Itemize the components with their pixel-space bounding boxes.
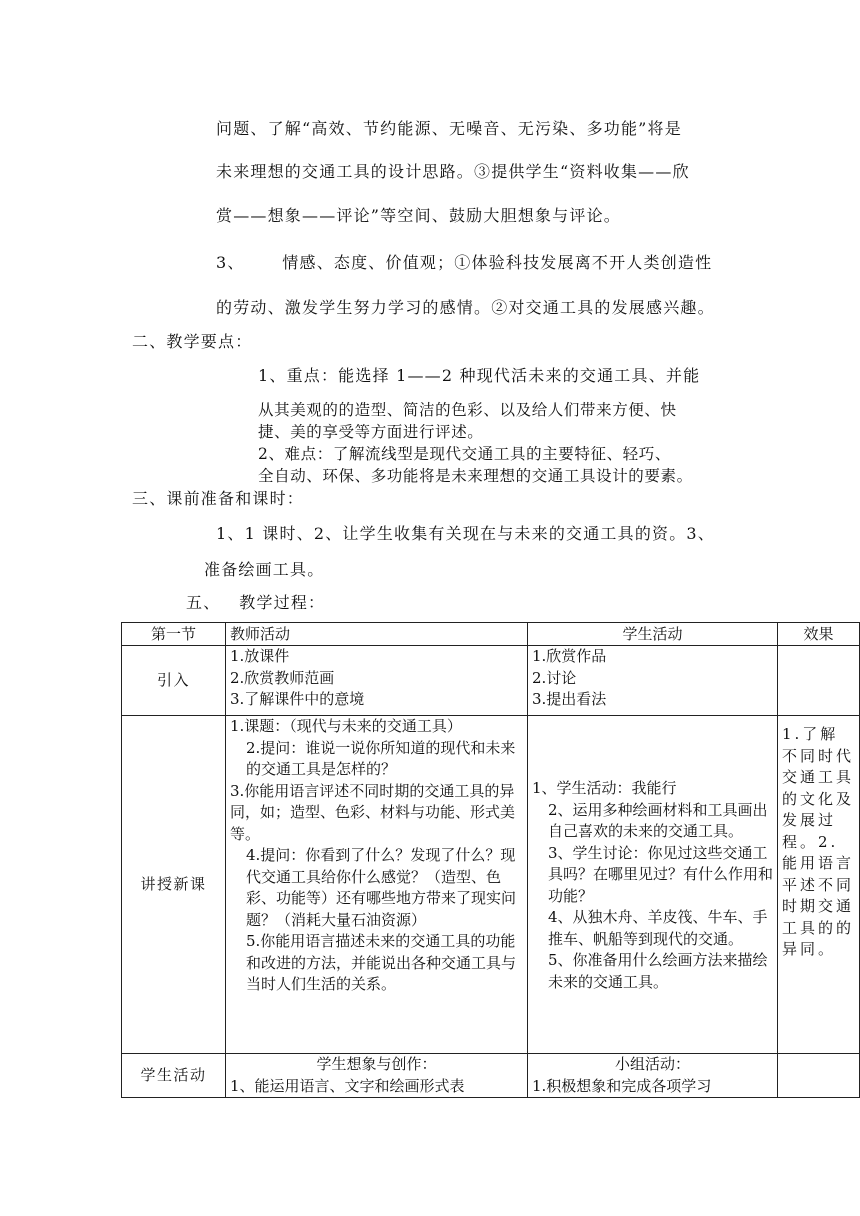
list-item: 小组活动： [614,1055,690,1073]
paragraph-line: 赏——想象——评论”等空间、鼓励大胆想象与评论。 [216,206,621,225]
table-header-row [122,623,860,646]
paragraph-line: 全自动、环保、多功能将是未来理想的交通工具设计的要素。 [258,467,693,485]
paragraph-line: 1、1 课时、2、让学生收集有关现在与未来的交通工具的资。3、 [216,524,716,543]
list-item: 3.你能用语言评述不同时期的交通工具的异同，如；造型、色彩、材料与功能、形式美等。 [230,781,516,843]
list-item: 3.了解课件中的意境 [230,690,365,708]
header-cell: 学生活动 [528,623,778,646]
section-heading: 二、教学要点： [132,332,253,351]
header-cell: 第一节 [122,623,226,646]
paragraph-line: 问题、了解“高效、节约能源、无噪音、无污染、多功能”将是 [216,119,682,138]
paragraph-line: 的劳动、激发学生努力学习的感情。②对交通工具的发展感兴趣。 [216,298,715,317]
section-cell: 学生活动 [122,1054,226,1098]
section-heading: 三、课前准备和课时： [132,489,305,508]
table-row [122,1054,860,1098]
list-item: 2.提问：谁说一说你所知道的现代和未来的交通工具是怎样的？ [246,738,516,778]
student-activity-cell [528,646,778,716]
list-item: 学生想象与创作： [316,1055,437,1073]
section-cell: 讲授新课 [122,716,226,1054]
paragraph-line: 准备绘画工具。 [204,560,325,579]
lesson-process-table [121,622,860,1098]
list-item: 1、能运用语言、文字和绘画形式表 [230,1076,465,1095]
student-activity-cell [528,716,778,1054]
paragraph-line: 3、 情感、态度、价值观；①体验科技发展离不开人类创造性 [216,253,713,272]
list-item: 2.讨论 [532,668,577,687]
list-item: 1、学生活动：我能行 [532,779,677,797]
teacher-activity-cell [226,646,528,716]
list-item: 2.欣赏教师范画 [230,668,335,687]
list-item: 5.你能用语言描述未来的交通工具的功能和改进的方法，并能说出各种交通工具与当时人们生活的关系。 [246,932,517,993]
section-heading: 五、 教学过程： [186,593,326,612]
paragraph-line: 从其美观的的造型、简洁的色彩、以及给人们带来方便、快 [258,401,677,419]
list-item: 1.课题：（现代与未来的交通工具） [230,717,462,735]
paragraph-line: 捷、美的享受等方面进行评述。 [258,423,484,441]
effect-cell [778,1054,860,1098]
list-item: 2、运用多种绘画材料和工具画出自己喜欢的未来的交通工具。 [548,800,768,840]
teacher-activity-cell [226,716,528,1054]
list-item: 5、你准备用什么绘画方法来描绘未来的交通工具。 [548,951,768,991]
paragraph-line: 2、难点：了解流线型是现代交通工具的主要特征、轻巧、 [258,445,671,463]
list-item: 3.提出看法 [532,690,607,708]
effect-cell: 1.了解不同时代交通工具的文化及发展过程。2.能用语言平述不同时期交通工具的的异同。 [778,716,860,1054]
list-item: 3、学生讨论：你见过这些交通工具吗？在哪里见过？有什么作用和功能？ [548,843,774,905]
list-item: 4.提问：你看到了什么？发现了什么？现代交通工具给你什么感觉？（造型、色彩、功能等）还有哪些地方带来了现实问题？（消耗大量石油资源） [246,846,517,929]
header-cell: 效果 [778,623,860,646]
list-item: 1.积极想象和完成各项学习 [532,1076,712,1095]
header-cell: 教师活动 [226,623,528,646]
student-activity-cell [528,1054,778,1098]
effect-cell [778,646,860,716]
teacher-activity-cell [226,1054,528,1098]
section-cell: 引入 [122,646,226,716]
list-item: 1.放课件 [230,647,290,665]
table-row [122,716,860,1054]
list-item: 1.欣赏作品 [532,647,607,665]
list-item: 4、从独木舟、羊皮筏、牛车、手推车、帆船等到现代的交通。 [548,908,768,948]
table-row [122,646,860,716]
paragraph-line: 1、重点：能选择 1——2 种现代活未来的交通工具、并能 [258,366,701,385]
paragraph-line: 未来理想的交通工具的设计思路。③提供学生“资料收集——欣 [216,162,690,181]
